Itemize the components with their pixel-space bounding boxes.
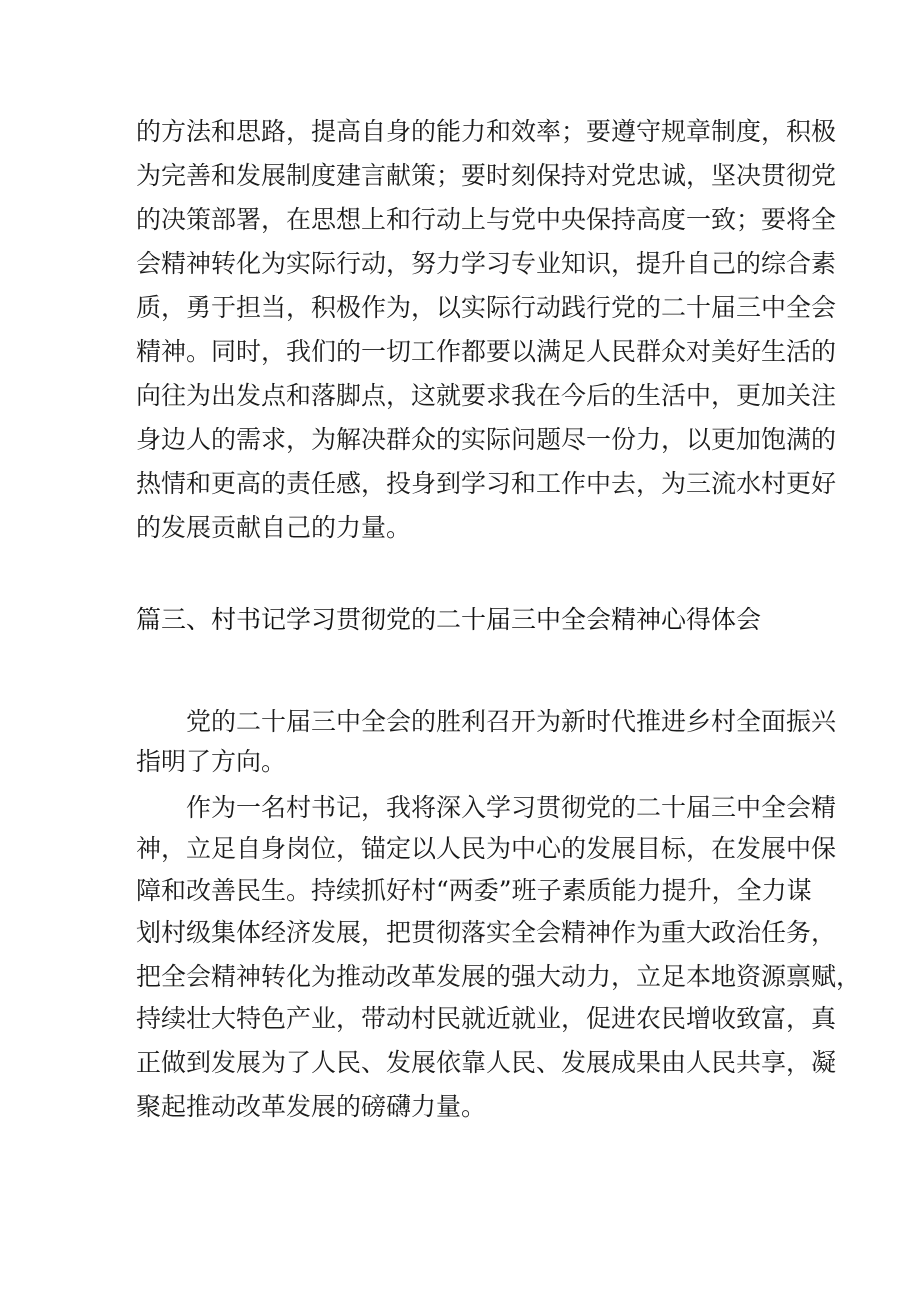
text-line: 热情和更高的责任感，投身到学习和工作中去，为三流水村更好 <box>136 469 837 498</box>
text-line: 持续壮大特色产业，带动村民就近就业，促进农民增收致富，真 <box>136 1004 837 1033</box>
text-line: 为完善和发展制度建言献策；要时刻保持对党忠诚，坚决贯彻党 <box>136 161 837 190</box>
text-line: 指明了方向。 <box>136 747 287 776</box>
text-line: 划村级集体经济发展，把贯彻落实全会精神作为重大政治任务， <box>136 918 837 947</box>
text-line: 会精神转化为实际行动，努力学习专业知识，提升自己的综合素 <box>136 249 837 278</box>
text-line: 正做到发展为了人民、发展依靠人民、发展成果由人民共享，凝 <box>136 1048 837 1077</box>
text-line: 精神。同时，我们的一切工作都要以满足人民群众对美好生活的 <box>136 337 837 366</box>
text-line: 把全会精神转化为推动改革发展的强大动力，立足本地资源禀赋， <box>136 962 862 991</box>
text-line: 聚起推动改革发展的磅礴力量。 <box>136 1092 487 1121</box>
text-line: 作为一名村书记，我将深入学习贯彻党的二十届三中全会精 <box>186 793 837 822</box>
text-line: 神，立足自身岗位，锚定以人民为中心的发展目标，在发展中保 <box>136 834 837 863</box>
text-line: 障和改善民生。持续抓好村“两委”班子素质能力提升，全力谋 <box>136 876 812 905</box>
text-line: 向往为出发点和落脚点，这就要求我在今后的生活中，更加关注 <box>136 381 837 410</box>
text-line: 的发展贡献自己的力量。 <box>136 513 412 542</box>
text-line: 身边人的需求，为解决群众的实际问题尽一份力，以更加饱满的 <box>136 425 837 454</box>
text-line: 质，勇于担当，积极作为，以实际行动践行党的二十届三中全会 <box>136 293 837 322</box>
text-line: 的决策部署，在思想上和行动上与党中央保持高度一致；要将全 <box>136 205 837 234</box>
section-heading: 篇三、村书记学习贯彻党的二十届三中全会精神心得体会 <box>136 605 762 634</box>
text-line: 的方法和思路，提高自身的能力和效率；要遵守规章制度，积极 <box>136 117 837 146</box>
text-line: 党的二十届三中全会的胜利召开为新时代推进乡村全面振兴 <box>186 707 837 736</box>
